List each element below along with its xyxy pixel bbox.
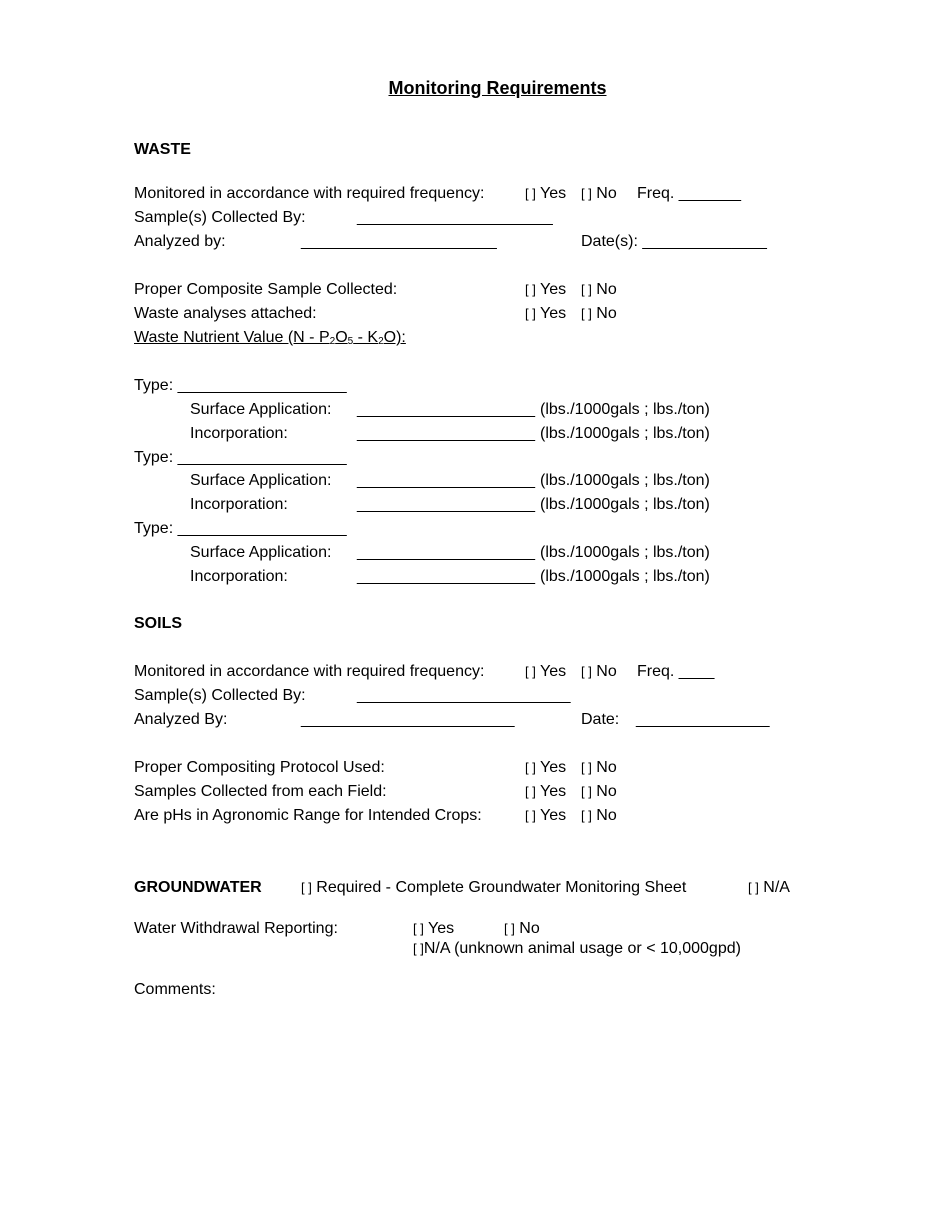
waste-heading: WASTE [134, 141, 191, 158]
checkbox[interactable]: [ ] [525, 186, 536, 201]
groundwater-required-option[interactable] [301, 878, 686, 898]
yes-label: Yes [540, 281, 567, 298]
soils-ph-no-option[interactable] [581, 806, 617, 826]
surface-rate-line[interactable]: ____________________ [357, 401, 535, 418]
no-label: No [519, 920, 540, 937]
checkbox[interactable]: [ ] [581, 306, 592, 321]
checkbox[interactable]: [ ] [581, 784, 592, 799]
withdrawal-no-option[interactable] [504, 919, 540, 939]
comments-label: Comments: [134, 981, 216, 998]
soils-analyzed-label: Analyzed By: [134, 711, 228, 728]
yes-label: Yes [428, 920, 455, 937]
incorporation-rate-line[interactable]: ____________________ [357, 425, 535, 442]
surface-rate-line[interactable]: ____________________ [357, 544, 535, 561]
soils-protocol-label: Proper Compositing Protocol Used: [134, 759, 385, 776]
waste-type-field[interactable]: Type: ___________________ [134, 520, 347, 537]
yes-label: Yes [540, 783, 567, 800]
units-label: (lbs./1000gals ; lbs./ton) [540, 568, 710, 585]
checkbox[interactable]: [ ] [413, 921, 424, 936]
waste-freq-field[interactable]: Freq. _______ [637, 185, 742, 202]
soils-each-field-yes-option[interactable] [525, 782, 566, 802]
soils-collected-label: Sample(s) Collected By: [134, 687, 306, 704]
checkbox[interactable]: [ ] [525, 664, 536, 679]
checkbox[interactable]: [ ] [525, 306, 536, 321]
yes-label: Yes [540, 759, 567, 776]
waste-monitored-yes-option[interactable] [525, 184, 566, 204]
page-title: Monitoring Requirements [388, 78, 607, 98]
checkbox[interactable]: [ ] [301, 880, 312, 895]
soils-ph-yes-option[interactable] [525, 806, 566, 826]
soils-analyzed-line[interactable]: ________________________ [301, 711, 515, 728]
withdrawal-label: Water Withdrawal Reporting: [134, 920, 338, 937]
soils-monitored-yes-option[interactable] [525, 662, 566, 682]
checkbox[interactable]: [ ] [581, 808, 592, 823]
waste-dates-field[interactable]: Date(s): ______________ [581, 233, 767, 250]
checkbox[interactable]: [ ] [525, 760, 536, 775]
soils-date-label: Date: [581, 711, 620, 728]
soils-date-line[interactable]: _______________ [636, 711, 770, 728]
units-label: (lbs./1000gals ; lbs./ton) [540, 496, 710, 513]
soils-ph-label: Are pHs in Agronomic Range for Intended Crops: [134, 807, 482, 824]
waste-type-field[interactable]: Type: ___________________ [134, 449, 347, 466]
surface-application-label: Surface Application: [190, 544, 332, 561]
no-label: No [596, 783, 617, 800]
soils-each-field-label: Samples Collected from each Field: [134, 783, 387, 800]
na-label: N/A [763, 879, 790, 896]
soils-protocol-yes-option[interactable] [525, 758, 566, 778]
soils-collected-line[interactable]: ________________________ [357, 687, 571, 704]
no-label: No [596, 807, 617, 824]
yes-label: Yes [540, 185, 567, 202]
units-label: (lbs./1000gals ; lbs./ton) [540, 472, 710, 489]
surface-rate-line[interactable]: ____________________ [357, 472, 535, 489]
na-label: N/A (unknown animal usage or < 10,000gpd) [423, 940, 741, 957]
waste-monitored-label: Monitored in accordance with required frequency: [134, 185, 485, 202]
checkbox[interactable]: [ ] [581, 760, 592, 775]
units-label: (lbs./1000gals ; lbs./ton) [540, 544, 710, 561]
withdrawal-yes-option[interactable] [413, 919, 454, 939]
incorporation-rate-line[interactable]: ____________________ [357, 568, 535, 585]
incorporation-label: Incorporation: [190, 425, 288, 442]
waste-monitored-no-option[interactable] [581, 184, 617, 204]
no-label: No [596, 281, 617, 298]
waste-type-field[interactable]: Type: ___________________ [134, 377, 347, 394]
units-label: (lbs./1000gals ; lbs./ton) [540, 401, 710, 418]
no-label: No [596, 305, 617, 322]
checkbox[interactable]: [ ] [413, 941, 424, 956]
waste-analyzed-label: Analyzed by: [134, 233, 226, 250]
waste-analyses-no-option[interactable] [581, 304, 617, 324]
soils-monitored-no-option[interactable] [581, 662, 617, 682]
yes-label: Yes [540, 663, 567, 680]
soils-each-field-no-option[interactable] [581, 782, 617, 802]
no-label: No [596, 759, 617, 776]
soils-freq-field[interactable]: Freq. ____ [637, 663, 715, 680]
checkbox[interactable]: [ ] [525, 808, 536, 823]
yes-label: Yes [540, 807, 567, 824]
soils-heading: SOILS [134, 615, 183, 632]
checkbox[interactable]: [ ] [525, 784, 536, 799]
waste-composite-yes-option[interactable] [525, 280, 566, 300]
checkbox[interactable]: [ ] [748, 880, 759, 895]
incorporation-rate-line[interactable]: ____________________ [357, 496, 535, 513]
groundwater-na-option[interactable] [748, 878, 790, 898]
checkbox[interactable]: [ ] [581, 282, 592, 297]
required-label: Required - Complete Groundwater Monitoring Sheet [316, 879, 687, 896]
checkbox[interactable]: [ ] [525, 282, 536, 297]
waste-composite-label: Proper Composite Sample Collected: [134, 281, 398, 298]
no-label: No [596, 185, 617, 202]
waste-composite-no-option[interactable] [581, 280, 617, 300]
yes-label: Yes [540, 305, 567, 322]
waste-analyses-yes-option[interactable] [525, 304, 566, 324]
incorporation-label: Incorporation: [190, 496, 288, 513]
groundwater-heading: GROUNDWATER [134, 879, 262, 896]
checkbox[interactable]: [ ] [504, 921, 515, 936]
waste-nutrient-heading: Waste Nutrient Value $(N - P_2O_5 - K_2O)$: [134, 329, 406, 347]
incorporation-label: Incorporation: [190, 568, 288, 585]
checkbox[interactable]: [ ] [581, 186, 592, 201]
no-label: No [596, 663, 617, 680]
soils-protocol-no-option[interactable] [581, 758, 617, 778]
withdrawal-na-option[interactable] [413, 939, 741, 959]
surface-application-label: Surface Application: [190, 401, 332, 418]
waste-analyzed-line[interactable]: ______________________ [301, 233, 497, 250]
waste-analyses-label: Waste analyses attached: [134, 305, 317, 322]
soils-monitored-label: Monitored in accordance with required frequency: [134, 663, 485, 680]
surface-application-label: Surface Application: [190, 472, 332, 489]
checkbox[interactable]: [ ] [581, 664, 592, 679]
units-label: (lbs./1000gals ; lbs./ton) [540, 425, 710, 442]
waste-collected-label: Sample(s) Collected By: [134, 209, 306, 226]
waste-collected-line[interactable]: ______________________ [357, 209, 553, 226]
